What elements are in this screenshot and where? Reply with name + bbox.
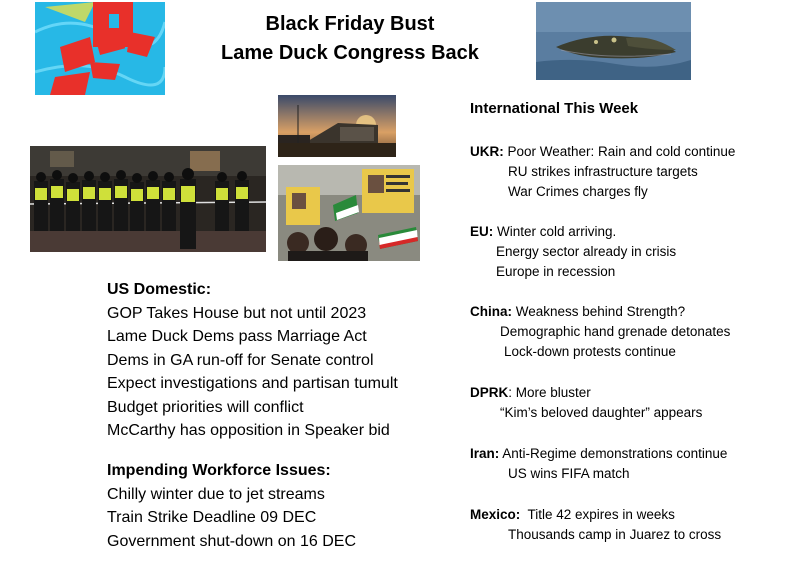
china-line: Demographic hand grenade detonates [500,324,731,339]
mexico-block [470,505,721,545]
slide-title [190,10,510,68]
ukr-block [470,142,735,202]
title-line-1: Black Friday Bust [265,13,435,35]
workforce-heading: Impending Workforce Issues: [107,462,331,479]
china-line: Lock-down protests continue [504,344,676,359]
us-domestic-section [107,278,398,443]
eu-line: Europe in recession [496,264,616,279]
eu-block [470,222,676,282]
us-domestic-item: Budget priorities will conflict [107,398,304,416]
title-line-2: Lame Duck Congress Back [221,42,479,64]
train-image [278,95,396,157]
ukr-first-line: Poor Weather: Rain and cold continue [503,144,736,159]
workforce-item: Government shut-down on 16 DEC [107,532,357,550]
iran-first-line: Anti-Regime demonstrations continue [499,446,728,461]
dprk-label: DPRK [470,385,509,400]
china-first-line: Weakness behind Strength? [512,304,686,319]
iran-line: US wins FIFA match [508,466,630,481]
dprk-block [470,383,702,423]
china-label: China: [470,304,512,319]
eu-first-line: Winter cold arriving. [493,224,617,239]
police-line-image [30,146,266,252]
workforce-item: Chilly winter due to jet streams [107,485,325,503]
china-block [470,302,730,362]
mexico-line: Thousands camp in Juarez to cross [508,527,722,542]
us-domestic-item: Lame Duck Dems pass Marriage Act [107,328,367,345]
us-domestic-item: Dems in GA run-off for Senate control [107,351,374,369]
us-domestic-item: McCarthy has opposition in Speaker bid [107,422,390,439]
red-logo-image [35,2,165,95]
eu-line: Energy sector already in crisis [496,244,677,259]
ukr-label: UKR: [470,144,504,159]
mexico-label: Mexico: [470,507,521,522]
crocodile-image [536,2,691,80]
workforce-item: Train Strike Deadline 09 DEC [107,509,317,526]
ukr-line: War Crimes charges fly [508,184,648,199]
eu-label: EU: [470,224,494,239]
dprk-first-line: : More bluster [508,385,591,400]
protest-image [278,165,420,261]
mexico-first-line: Title 42 expires in weeks [520,507,675,522]
ukr-line: RU strikes infrastructure targets [508,164,698,179]
dprk-line: “Kim’s beloved daughter” appears [500,405,703,420]
us-domestic-item: Expect investigations and partisan tumult [107,375,398,392]
us-domestic-heading: US Domestic: [107,281,212,298]
iran-label: Iran: [470,446,500,461]
international-heading: International This Week [470,100,639,117]
workforce-section [107,459,356,553]
us-domestic-item: GOP Takes House but not until 2023 [107,304,367,322]
iran-block [470,444,727,484]
